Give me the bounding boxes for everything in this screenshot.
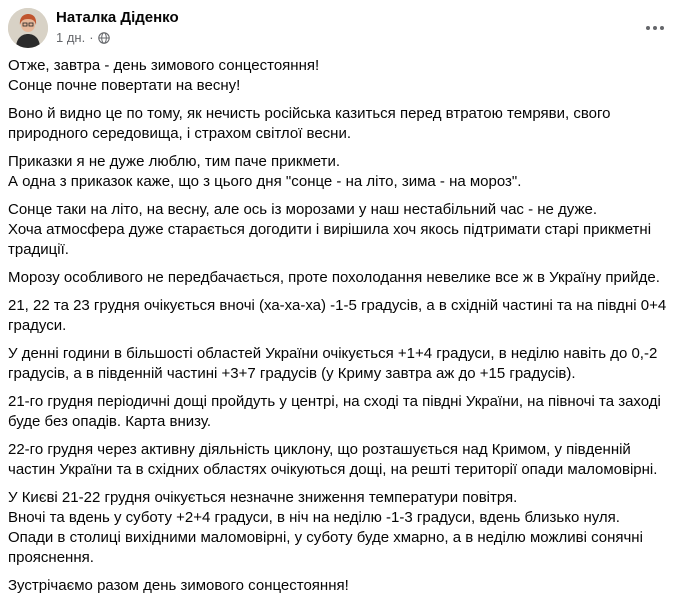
paragraph: У Києві 21-22 грудня очікується незначне зниження температури повітря. Вночі та вдень у суботу +2+4 градуси, в ніч на неділю -1-3 градуси, вдень близько нуля. Опади в столиці вихідними маломовірні, у суботу буде хмарно, а в неділю можливі сонячні прояснення. <box>8 489 643 566</box>
globe-icon[interactable] <box>98 32 110 44</box>
post-header <box>8 6 671 50</box>
paragraph: Воно й видно це по тому, як нечисть російська казиться перед втратою темряви, свого природного середовища, і страхом світлої весни. <box>8 105 611 142</box>
paragraph: Сонце таки на літо, на весну, але ось із морозами у наш нестабільний час - не дуже. Хоча атмосфера дуже старається догодити і вирішила хоч якось підтримати старі прикметні традиції. <box>8 201 652 258</box>
paragraph: Морозу особливого не передбачається, проте похолодання невелике все ж в Україну прийде. <box>8 269 660 286</box>
author-name[interactable]: Наталка Діденко <box>56 9 179 26</box>
paragraph: 21-го грудня періодичні дощі пройдуть у центрі, на сході та півдні України, на півночі та заході буде без опадів. Карта внизу. <box>8 393 661 430</box>
post-meta <box>56 30 110 45</box>
more-options-icon[interactable] <box>643 16 667 40</box>
avatar[interactable] <box>8 8 48 48</box>
meta-separator: · <box>89 30 94 45</box>
paragraph: Приказки я не дуже люблю, тим паче прикмети. А одна з приказок каже, що з цього дня "сонце - на літо, зима - на мороз". <box>8 153 522 190</box>
paragraph: 22-го грудня через активну діяльність циклону, що розташується над Кримом, у південній частин України та в східних областях очікуються дощі, на решті території опади маломовірні. <box>8 441 658 478</box>
paragraph: Отже, завтра - день зимового сонцестояння! Сонце почне повертати на весну! <box>8 57 320 94</box>
paragraph: 21, 22 та 23 грудня очікується вночі (ха-ха-ха) -1-5 градусів, а в східній частині та на півдні 0+4 градуси. <box>8 297 667 334</box>
paragraph: Зустрічаємо разом день зимового сонцестояння! <box>8 577 349 594</box>
post-text <box>8 56 676 604</box>
paragraph: У денні години в більшості областей України очікується +1+4 градуси, в неділю навіть до 0,-2 градусів, а в південній частині +3+7 градусів (у Криму завтра аж до +15 градусів). <box>8 345 658 382</box>
post-timestamp[interactable]: 1 дн. <box>56 30 86 45</box>
